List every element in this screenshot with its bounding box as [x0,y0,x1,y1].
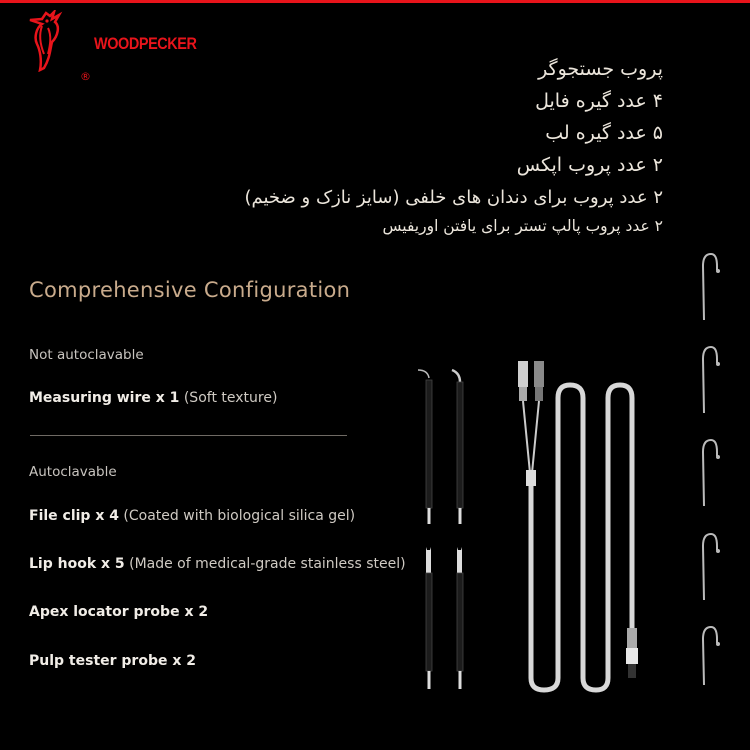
autoclavable-label: Autoclavable [29,464,117,480]
persian-list-item: ۲ عدد پروب برای دندان های خلفی (سایز نازک و ضخیم) [244,187,663,208]
item-name: Lip hook x 5 [29,556,125,572]
persian-contents-list [244,58,663,243]
lip-hook-icon [703,534,720,600]
not-autoclavable-label: Not autoclavable [29,347,144,363]
item-note: (Made of medical-grade stainless steel) [129,556,406,572]
lip-hooks-image [692,250,732,690]
top-red-bar [0,0,750,3]
persian-list-item: ۴ عدد گیره فایل [535,90,663,112]
item-name: Pulp tester probe x 2 [29,653,196,669]
config-item-apex-probe [29,604,208,620]
woodpecker-bird-icon [28,10,68,72]
lip-hook-icon [703,254,720,320]
persian-list-item: ۲ عدد پروب اپکس [516,154,663,176]
persian-list-item: پروب جستجوگر [538,58,663,80]
brand-logo [28,10,197,83]
brand-name: WOODPECKER [94,34,197,53]
item-name: Measuring wire x 1 [29,390,180,406]
measuring-wire-image [510,358,640,718]
config-item-file-clip [29,508,355,524]
item-name: File clip x 4 [29,508,119,524]
item-note: (Soft texture) [183,390,278,406]
lip-hook-icon [703,627,720,685]
persian-list-item: ۲ عدد پروب پالپ تستر برای یافتن اوریفیس [382,217,663,235]
lip-hook-icon [703,440,720,506]
item-name: Apex locator probe x 2 [29,604,209,620]
registered-mark: ® [80,70,91,83]
lip-hook-icon [703,347,720,413]
apex-probes-image [410,360,480,530]
persian-list-item: ۵ عدد گیره لب [545,122,663,144]
config-item-measuring-wire [29,390,277,406]
config-item-pulp-probe [29,653,196,669]
section-title: Comprehensive Configuration [29,278,351,302]
config-item-lip-hook [29,556,406,572]
pulp-tester-probes-image [410,545,480,695]
section-divider [30,435,347,436]
item-note: (Coated with biological silica gel) [123,508,356,524]
